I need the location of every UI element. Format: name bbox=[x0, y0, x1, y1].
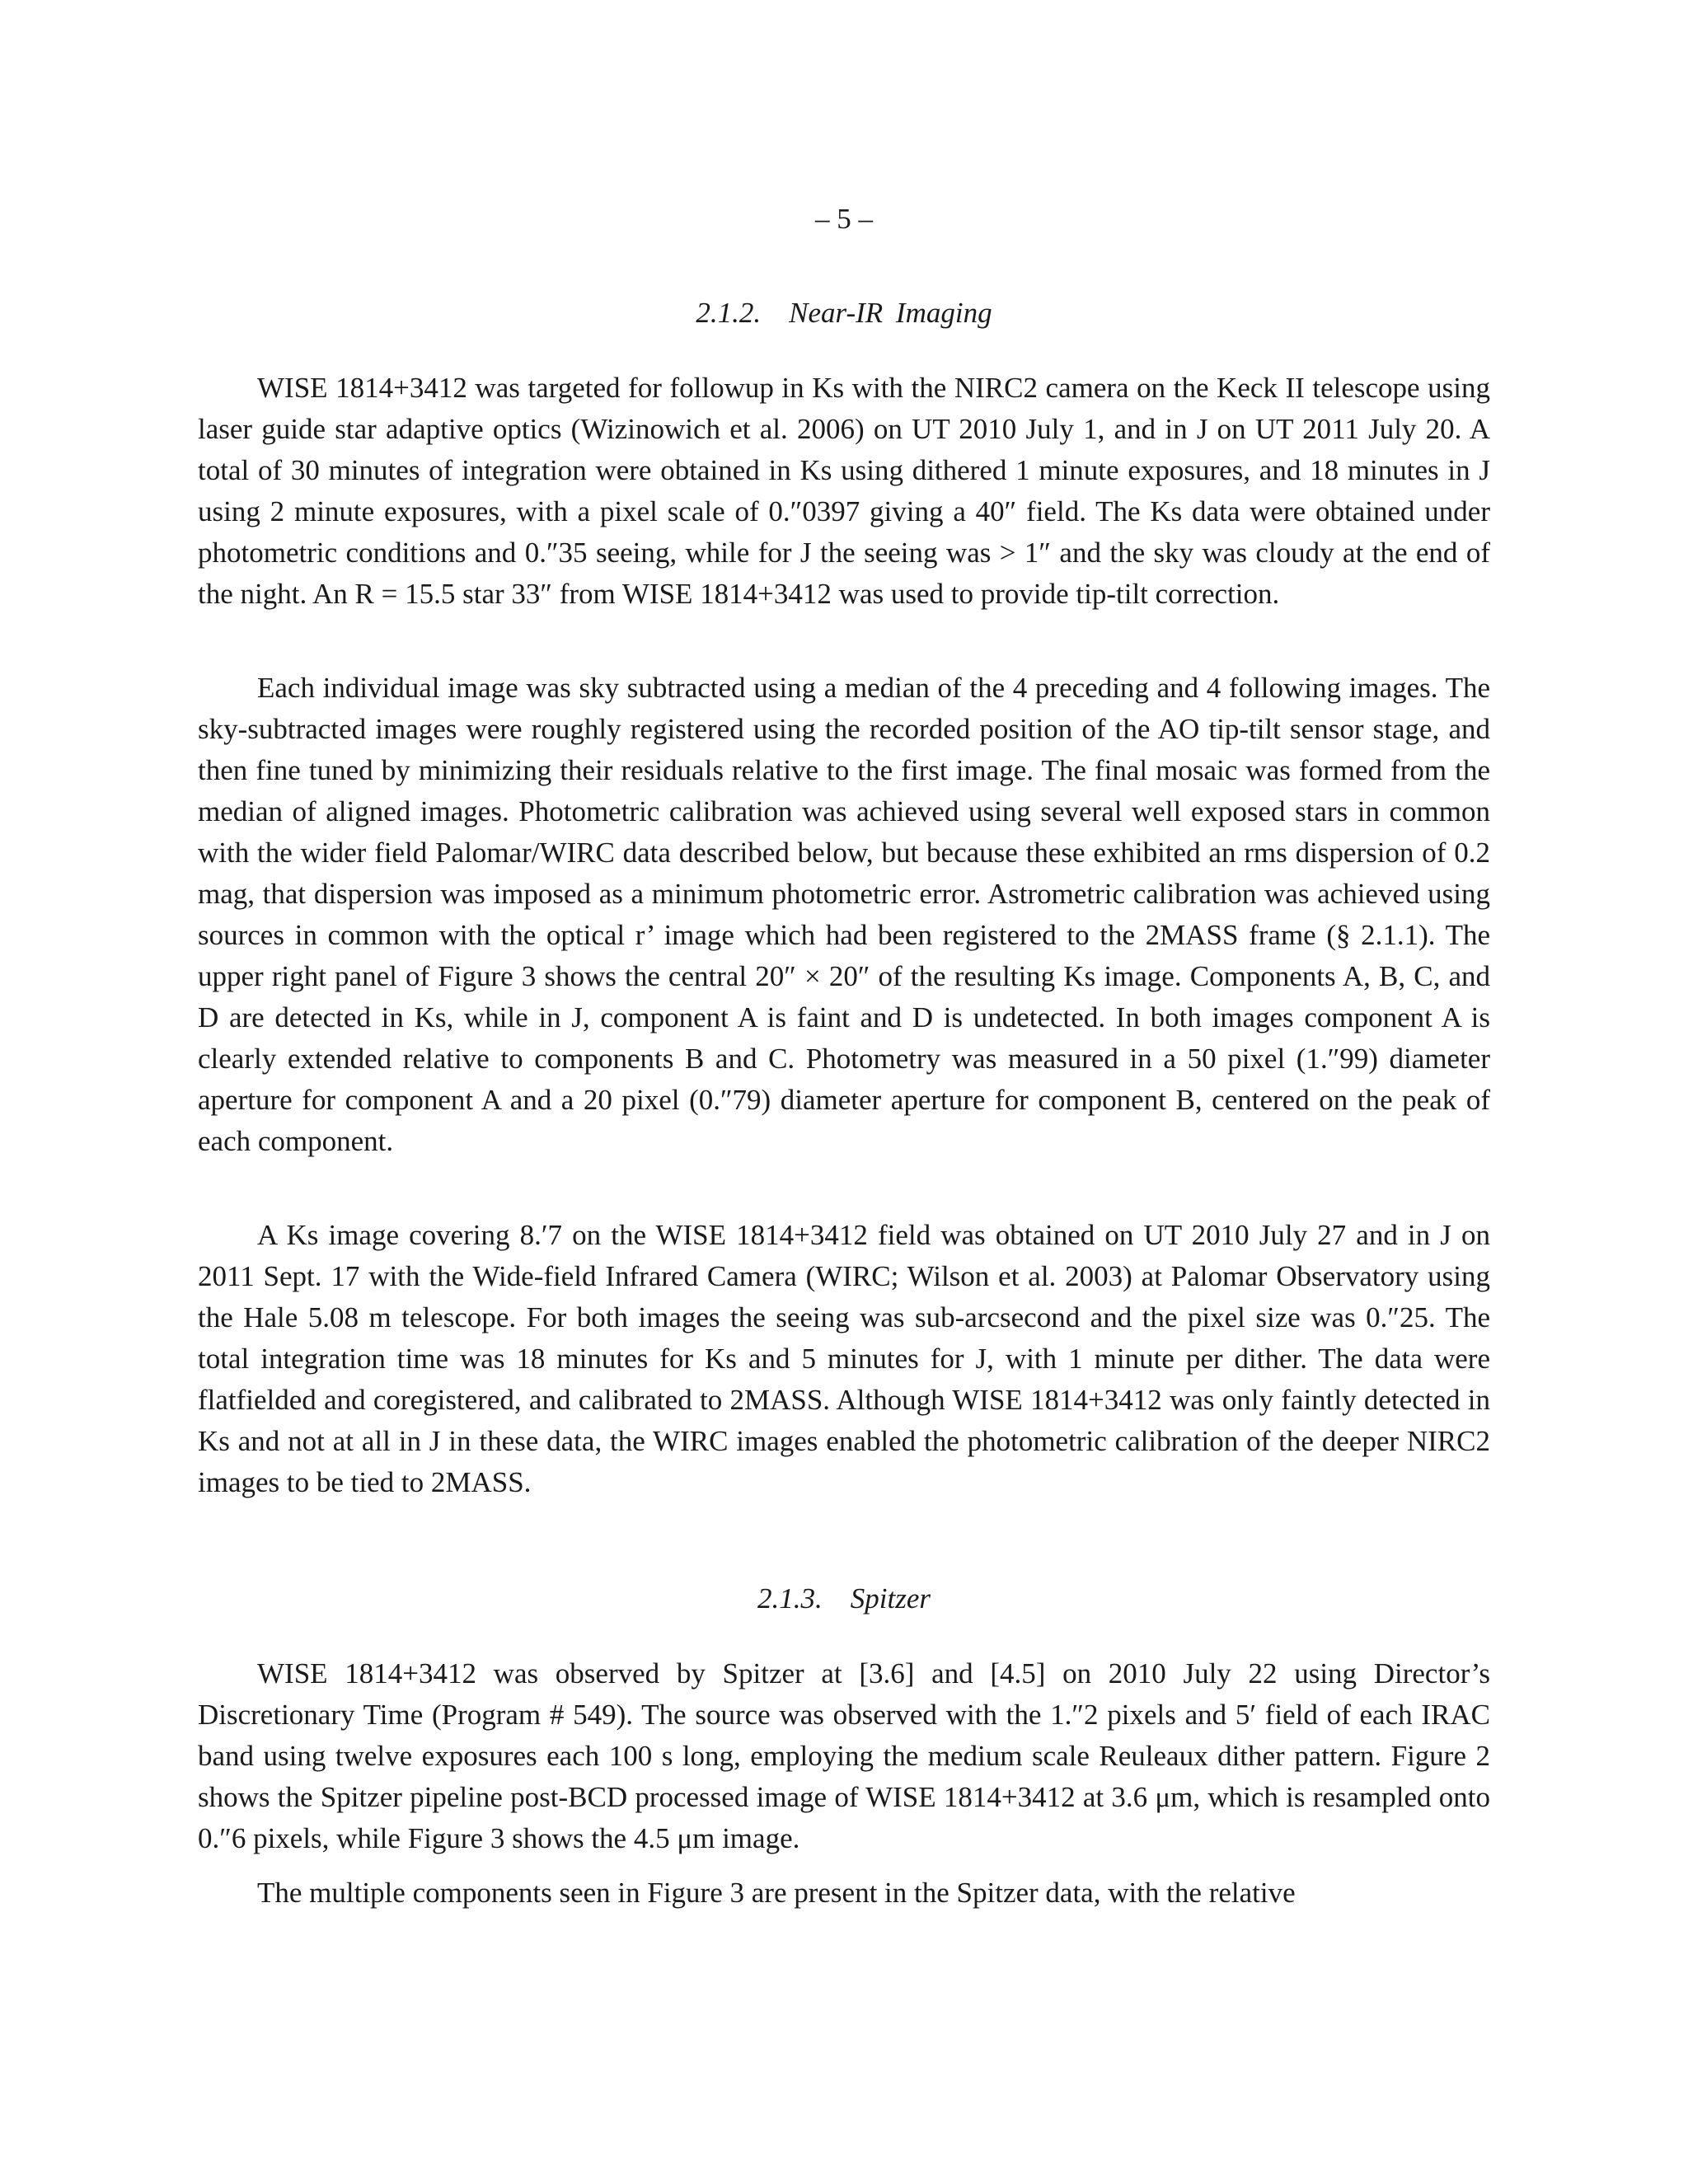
paragraph-near-ir-2: Each individual image was sky subtracted using a median of the 4 preceding and 4 following images. The sky-subtracted images were roughly registered using the recorded position of the AO tip-tilt sensor stage, and then fine tuned by minimizing their residuals relative to the first image. The final mosaic was formed from the median of aligned images. Photometric calibration was achieved using several well exposed stars in common with the wider field Palomar/WIRC data described below, but because these exhibited an rms dispersion of 0.2 mag, that dispersion was imposed as a minimum photometric error. Astrometric calibration was achieved using sources in common with the optical r’ image which had been registered to the 2MASS frame (§ 2.1.1). The upper right panel of Figure 3 shows the central 20″ × 20″ of the resulting Ks image. Components A, B, C, and D are detected in Ks, while in J, component A is faint and D is undetected. In both images component A is clearly extended relative to components B and C. Photometry was measured in a 50 pixel (1.″99) diameter aperture for component A and a 20 pixel (0.″79) diameter aperture for component B, centered on the peak of each component. bbox=[198, 672, 1490, 1157]
section-heading-2-1-3 bbox=[0, 1581, 1688, 1617]
section-number: 2.1.2. bbox=[696, 297, 762, 329]
paragraph-near-ir-1: WISE 1814+3412 was targeted for followup in Ks with the NIRC2 camera on the Keck II telescope using laser guide star adaptive optics (Wizinowich et al. 2006) on UT 2010 July 1, and in J on UT 2011 July 20. A total of 30 minutes of integration were obtained in Ks using dithered 1 minute exposures, and 18 minutes in J using 2 minute exposures, with a pixel scale of 0.″0397 giving a 40″ field. The Ks data were obtained under photometric conditions and 0.″35 seeing, while for J the seeing was > 1″ and the sky was cloudy at the end of the night. An R = 15.5 star 33″ from WISE 1814+3412 was used to provide tip-tilt correction. bbox=[198, 372, 1490, 610]
page-number: – 5 – bbox=[815, 203, 873, 235]
paragraph-near-ir-3: A Ks image covering 8.′7 on the WISE 1814+3412 field was obtained on UT 2010 July 27 and in J on 2011 Sept. 17 with the Wide-field Infrared Camera (WIRC; Wilson et al. 2003) at Palomar Observatory using the Hale 5.08 m telescope. For both images the seeing was sub-arcsecond and the pixel size was 0.″25. The total integration time was 18 minutes for Ks and 5 minutes for J, with 1 minute per dither. The data were flatfielded and coregistered, and calibrated to 2MASS. Although WISE 1814+3412 was only faintly detected in Ks and not at all in J in these data, the WIRC images enabled the photometric calibration of the deeper NIRC2 images to be tied to 2MASS. bbox=[198, 1219, 1490, 1498]
section-title: Spitzer bbox=[850, 1582, 931, 1615]
section-heading-2-1-2 bbox=[0, 295, 1688, 331]
section-title: Near-IR Imaging bbox=[789, 297, 992, 329]
section-number: 2.1.3. bbox=[757, 1582, 823, 1615]
paragraph-spitzer-2: The multiple components seen in Figure 3 are present in the Spitzer data, with the relative bbox=[257, 1877, 1296, 1909]
paragraph-spitzer-1: WISE 1814+3412 was observed by Spitzer at [3.6] and [4.5] on 2010 July 22 using Director’s Discretionary Time (Program # 549). The source was observed with the 1.″2 pixels and 5′ field of each IRAC band using twelve exposures each 100 s long, employing the medium scale Reuleaux dither pattern. Figure 2 shows the Spitzer pipeline post-BCD processed image of WISE 1814+3412 at 3.6 μm, which is resampled onto 0.″6 pixels, while Figure 3 shows the 4.5 μm image. bbox=[198, 1657, 1490, 1854]
